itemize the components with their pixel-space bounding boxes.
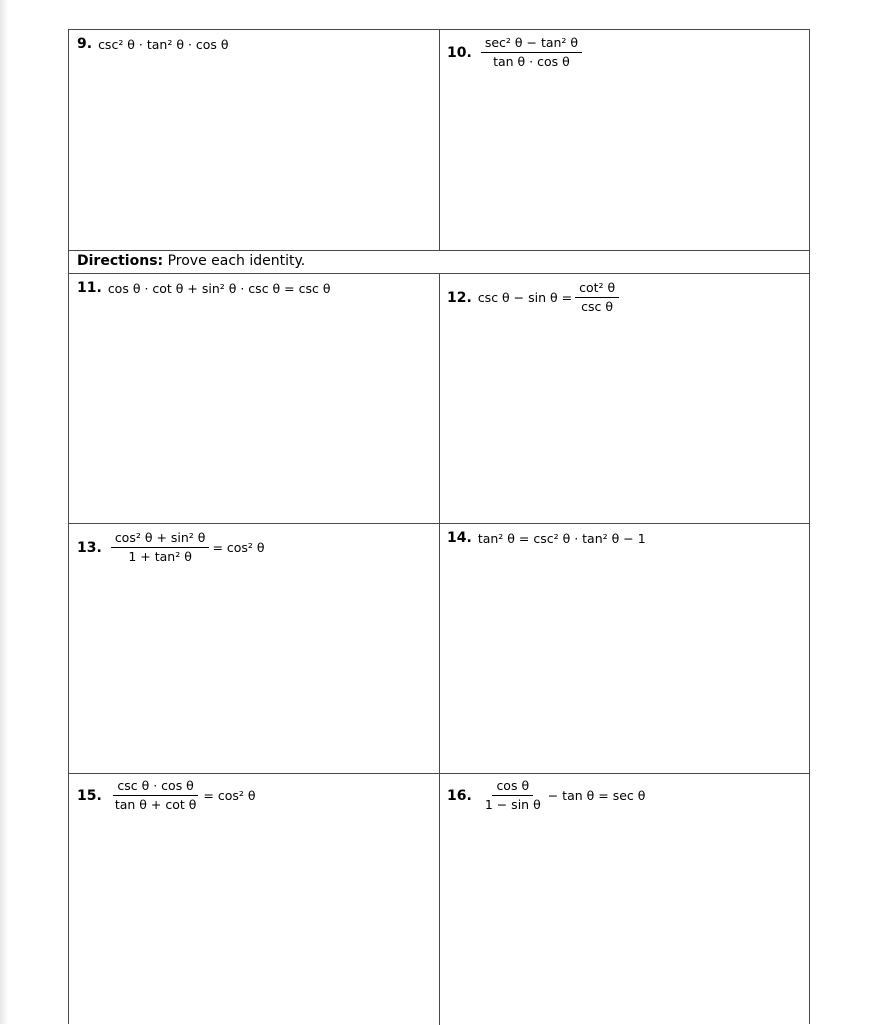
problem-number: 16.: [447, 787, 472, 804]
denominator: tan θ · cos θ: [493, 54, 570, 69]
problem-number: 9.: [77, 36, 93, 52]
directions: [77, 253, 305, 269]
fraction: [481, 35, 582, 70]
problem-number: 14.: [447, 530, 472, 546]
directions-label: Directions:: [77, 253, 164, 269]
worksheet-grid: [68, 29, 810, 1024]
problem-14: [447, 530, 646, 546]
problem-number: 13.: [77, 539, 102, 556]
fraction: [111, 778, 201, 813]
problem-number: 12.: [447, 289, 472, 306]
fraction: [111, 530, 210, 565]
numerator: cot² θ: [575, 280, 619, 298]
numerator: sec² θ − tan² θ: [481, 35, 582, 53]
divider-horizontal-1: [69, 250, 809, 251]
problem-expression: cos θ · cot θ + sin² θ · csc θ = csc θ: [107, 280, 331, 296]
numerator: cos θ: [492, 778, 533, 796]
problem-rhs: = cos² θ: [203, 788, 256, 803]
fraction: [481, 778, 545, 813]
problem-number: 11.: [77, 280, 102, 296]
denominator: 1 + tan² θ: [128, 549, 192, 564]
problem-rhs: − tan θ = sec θ: [547, 788, 646, 803]
page-edge-shadow: [0, 0, 8, 1024]
problem-13: [77, 530, 265, 565]
problem-expression: csc² θ · tan² θ · cos θ: [98, 36, 229, 52]
divider-horizontal-4: [69, 773, 809, 774]
problem-10: [447, 35, 585, 70]
problem-11: [77, 280, 331, 296]
problem-number: 10.: [447, 44, 472, 61]
divider-vertical-top: [439, 30, 440, 251]
problem-expression: tan² θ = csc² θ · tan² θ − 1: [477, 530, 646, 546]
denominator: 1 − sin θ: [484, 797, 541, 812]
directions-text: Prove each identity.: [167, 253, 306, 269]
problem-16: [447, 778, 645, 813]
problem-rhs: = cos² θ: [212, 540, 265, 555]
fraction: [575, 280, 619, 315]
problem-12: [447, 280, 622, 315]
numerator: csc θ · cos θ: [113, 778, 197, 796]
problem-number: 15.: [77, 787, 102, 804]
denominator: tan θ + cot θ: [114, 797, 197, 812]
numerator: cos² θ + sin² θ: [111, 530, 210, 548]
denominator: csc θ: [581, 299, 614, 314]
problem-9: [77, 36, 229, 52]
divider-vertical-bottom: [439, 273, 440, 1025]
divider-horizontal-3: [69, 523, 809, 524]
problem-15: [77, 778, 256, 813]
problem-lhs: csc θ − sin θ =: [477, 290, 573, 305]
